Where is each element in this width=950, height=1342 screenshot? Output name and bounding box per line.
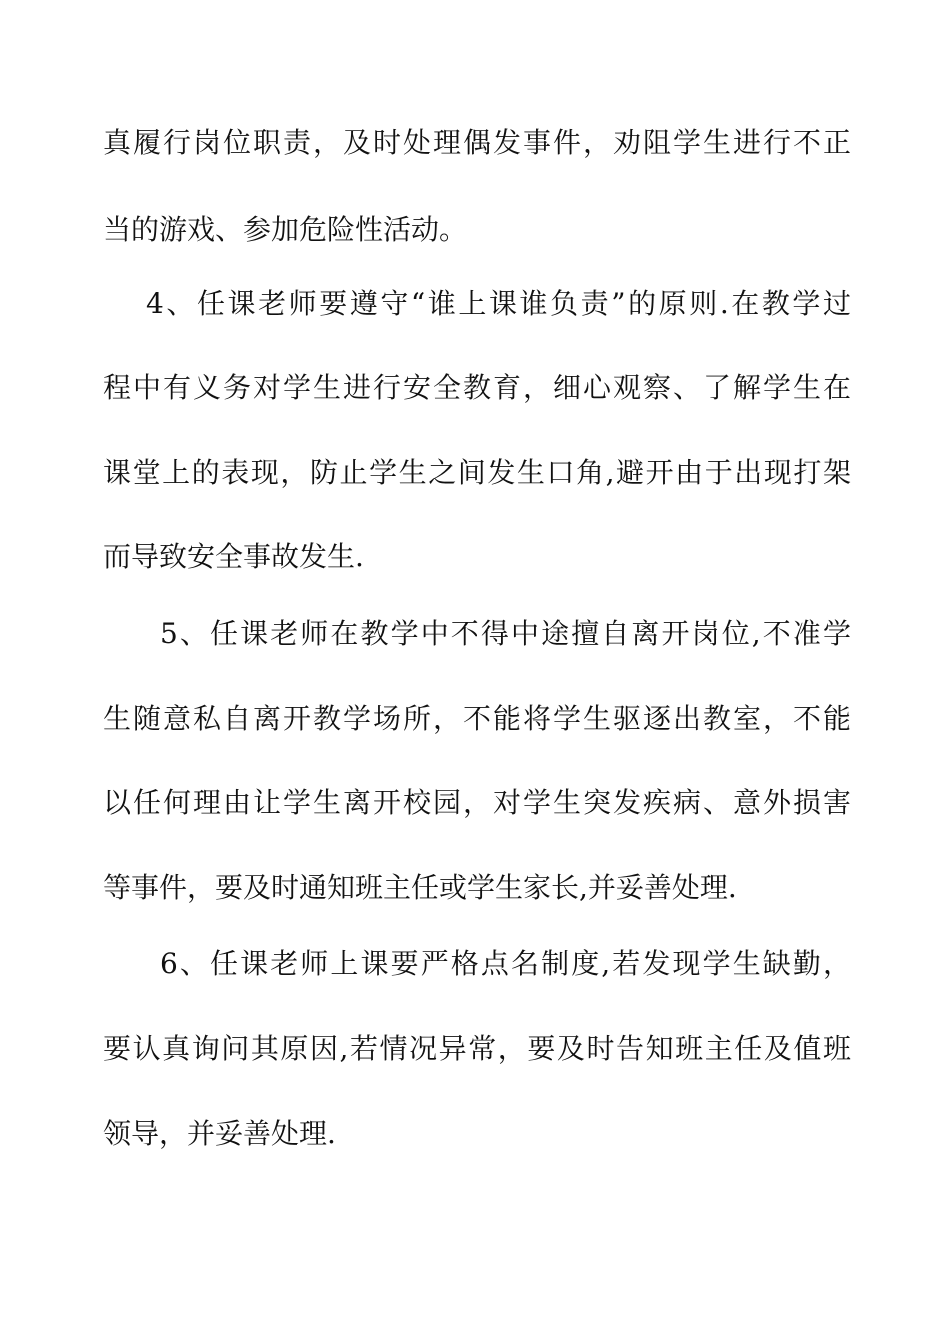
text-line: 要认真询问其原因,若情况异常，要及时告知班主任及值班 — [103, 1032, 851, 1065]
text-line: 真履行岗位职责，及时处理偶发事件，劝阻学生进行不正 — [103, 126, 851, 159]
text-line: 程中有义务对学生进行安全教育，细心观察、了解学生在 — [103, 371, 851, 404]
text-line: 等事件，要及时通知班主任或学生家长,并妥善处理. — [103, 871, 737, 904]
text-line: 5、任课老师在教学中不得中途擅自离开岗位,不准学 — [160, 617, 851, 650]
text-line: 6、任课老师上课要严格点名制度,若发现学生缺勤， — [160, 947, 851, 980]
text-line: 当的游戏、参加危险性活动。 — [103, 213, 468, 246]
text-line: 4、任课老师要遵守“谁上课谁负责”的原则.在教学过 — [146, 287, 851, 320]
text-line: 领导，并妥善处理. — [103, 1117, 336, 1150]
text-line: 以任何理由让学生离开校园，对学生突发疾病、意外损害 — [103, 786, 851, 819]
text-line: 而导致安全事故发生. — [103, 540, 364, 573]
text-line: 课堂上的表现，防止学生之间发生口角,避开由于出现打架 — [103, 456, 851, 489]
text-line: 生随意私自离开教学场所，不能将学生驱逐出教室，不能 — [103, 702, 851, 735]
